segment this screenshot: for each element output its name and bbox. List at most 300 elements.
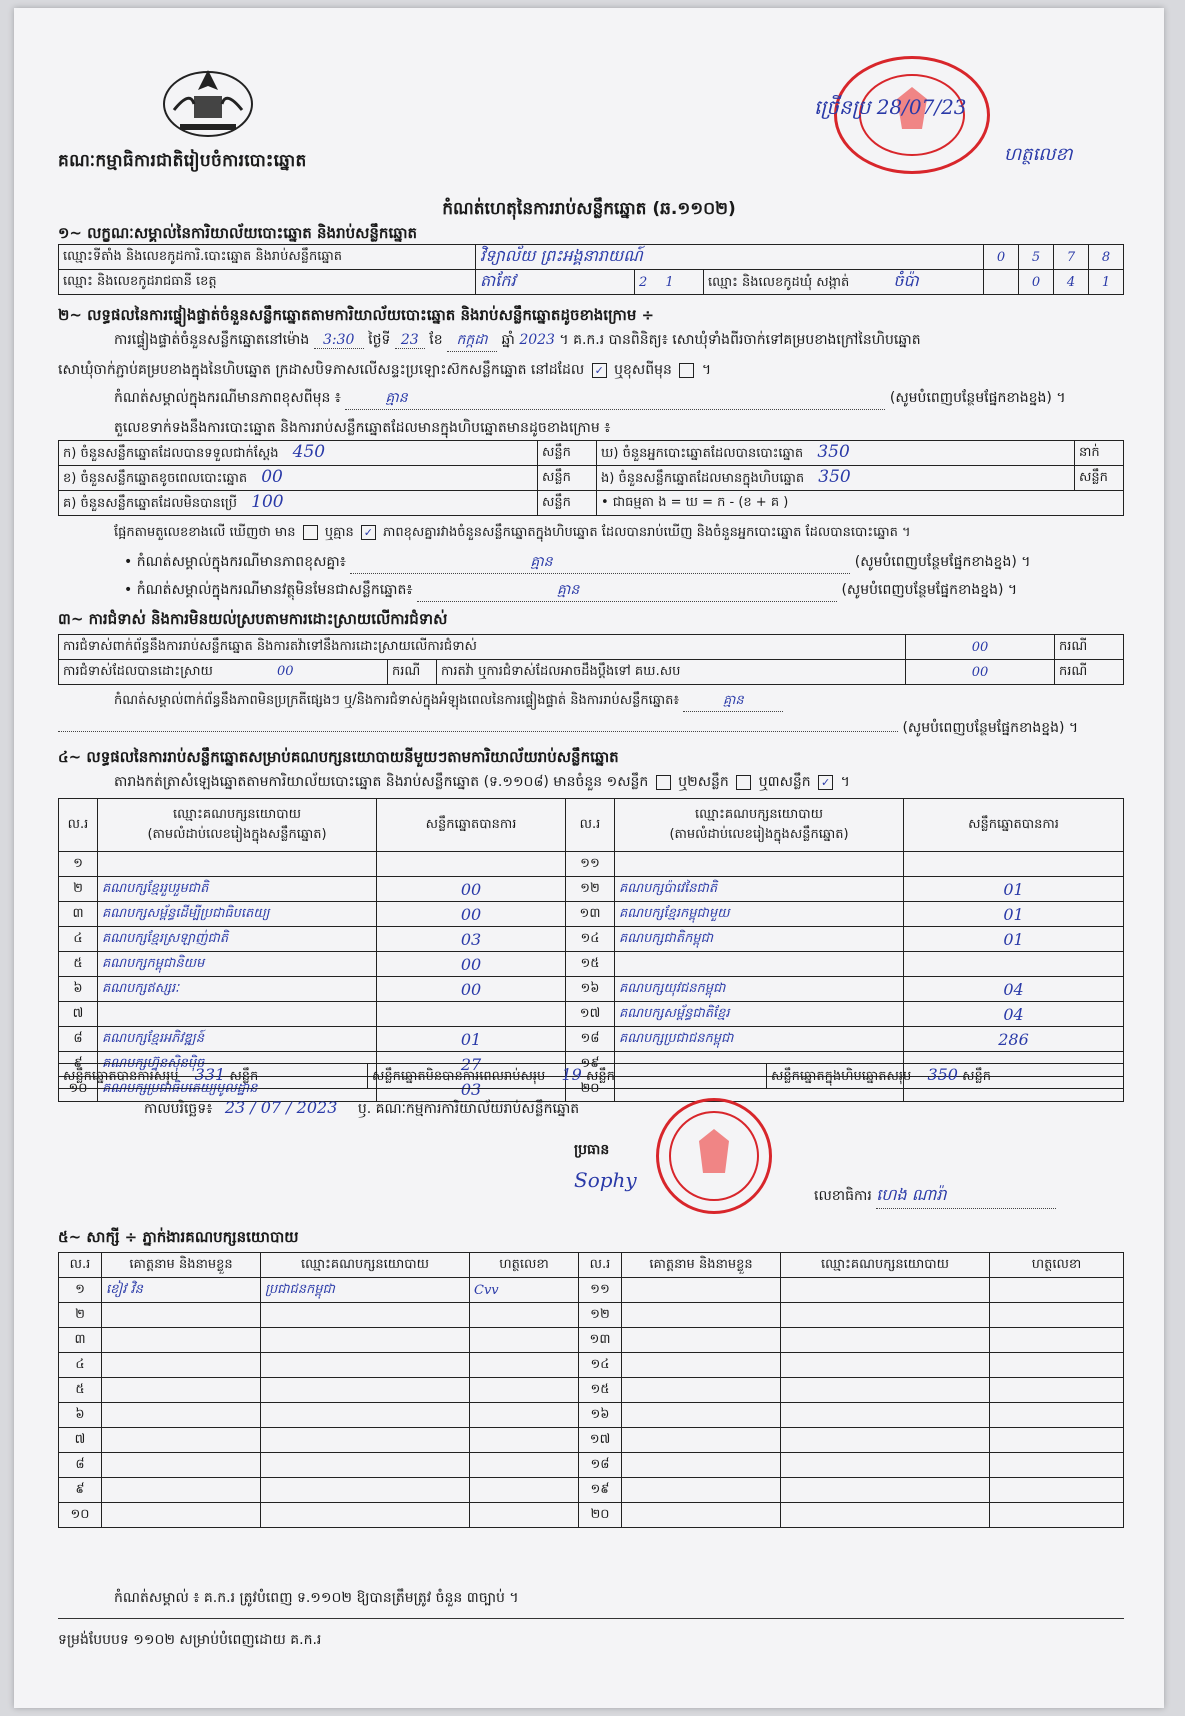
section3-heading: ៣~ ការជំទាស់ និងការមិនយល់ស្របតាមការដោះស្រាយលើការជំទាស់ [58,610,448,628]
objections-table [58,634,1124,685]
party-name: គណបក្សខ្មែរកម្ពុជាមួយ [615,902,904,927]
unit-label: សន្លឹក [538,441,597,466]
station-code-digit: 5 [1019,245,1054,270]
col-name: គោត្តនាម និងនាមខ្លួន [102,1253,261,1278]
station-code-digit: 0 [984,245,1019,270]
party-results-table [58,798,1124,1102]
row-no: ១ [59,1278,102,1303]
invalid-total-cell [368,1064,767,1089]
row-no: ១៨ [566,1027,615,1052]
verification-time: 3:30 [314,332,364,349]
box-ballots-value: 350 [818,467,851,487]
commune-label: ឈ្មោះ និងលេខកូដឃុំ សង្កាត់ [708,275,850,290]
no-discrepancy-label: ឬគ្មាន [324,525,354,540]
col-party [615,799,904,852]
witness-party [781,1378,990,1403]
row-no: ៨ [59,1453,102,1478]
party-votes: 01 [904,927,1124,952]
party-votes: 27 [377,1052,566,1077]
note1-suffix: (សូមបំពេញបន្ថែមផ្នែកខាងខ្នង) ។ [889,390,1066,406]
province-value: តាកែវ [476,270,635,295]
row-no: ១៦ [579,1403,622,1428]
col-no: ល.រ [59,799,98,852]
party-votes: 00 [377,902,566,927]
organization-name: គណៈកម្មាធិការជាតិរៀបចំការបោះឆ្នោត [58,151,307,171]
inbox-total-cell [767,1064,1124,1089]
commune-value: ចំប៉ា [893,271,919,290]
box-ballots-cell [597,466,1075,491]
witness-name [622,1278,781,1303]
witness-name [622,1328,781,1353]
witness-party [261,1378,470,1403]
witness-party [261,1453,470,1478]
party-votes: 00 [377,877,566,902]
irregularity-suffix: (សូមបំពេញបន្ថែមផ្នែកខាងខ្នង) ។ [902,720,1079,736]
three-sheets-checkbox[interactable]: ✓ [818,775,833,790]
unused-ballots-value: 100 [251,492,284,512]
witness-party: ប្រជាជនកម្ពុជា [261,1278,470,1303]
party-votes: 00 [377,977,566,1002]
witness-signature [990,1428,1124,1453]
witness-party [781,1428,990,1453]
col-votes: សន្លឹកឆ្នោតបានការ [377,799,566,852]
witness-signature [990,1378,1124,1403]
table-row [59,1453,1124,1478]
irregularity-note-label: កំណត់សម្គាល់ពាក់ព័ន្ធនឹងភាពមិនប្រក្រតីផ្សេងៗ ឬ/និងការជំទាស់ក្នុងអំឡុងពេលនៃការផ្ទៀងផ្ទាត់ និងការរាប់សន្លឹកឆ្នោត៖ [114,693,680,708]
party-votes: 03 [377,927,566,952]
unit-label: សន្លឹក [229,1069,259,1084]
footer-divider [58,1618,1124,1619]
witness-party [781,1503,990,1528]
unit-label: ករណី [388,660,437,685]
party-votes: 04 [904,1002,1124,1027]
witness-name [102,1328,261,1353]
party-name: គណបក្សខ្មែររួបរួមជាតិ [98,877,377,902]
witness-name [102,1378,261,1403]
valid-total-label: សន្លឹកឆ្នោតបានការសរុប [63,1069,179,1084]
row-no: ១ [59,852,98,877]
witness-name [102,1428,261,1453]
commune-code-digit: 4 [1054,270,1089,295]
witness-signature [470,1378,579,1403]
party-name: គណបក្សជាតិកម្ពុជា [615,927,904,952]
table-row [59,1378,1124,1403]
stamp-handwritten-note: ច្រើនប្រ 28/07/23 [814,95,967,119]
voters-value: 350 [817,442,850,462]
witness-name [622,1503,781,1528]
row-no: ៩ [59,1052,98,1077]
verification-year: 2023 [519,332,555,348]
party-name [615,952,904,977]
chair-label: ប្រធាន [574,1142,610,1158]
inbox-total-label: សន្លឹកឆ្នោតក្នុងហិបឆ្នោតសរុប [771,1069,912,1084]
table-row [59,877,1124,902]
party-votes: 01 [904,902,1124,927]
three-sheets-label: ឬ៣សន្លឹក [758,774,811,790]
party-votes: 03 [377,1077,566,1102]
verification-line-1 [114,330,921,352]
has-discrepancy-checkbox[interactable] [303,525,318,540]
station-code-digit: 7 [1054,245,1089,270]
irregularity-dots [58,731,898,732]
two-sheets-checkbox[interactable] [736,775,751,790]
row-no: ២០ [566,1077,615,1102]
valid-total-value: 331 [194,1065,226,1084]
col-party-sub: (តាមលំដាប់លេខរៀងក្នុងសន្លឹកឆ្នោត) [669,827,849,842]
witness-party [781,1328,990,1353]
row-no: ៩ [59,1478,102,1503]
col-no: ល.រ [59,1253,102,1278]
unit-label: ករណី [1055,660,1124,685]
discrepancy-line [114,524,911,543]
col-party-label: ឈ្មោះគណបក្សនយោបាយ [173,807,301,822]
col-sign: ហត្ថលេខា [990,1253,1124,1278]
appeal-value: 00 [906,660,1055,685]
witness-name [622,1378,781,1403]
results-totals [58,1063,1124,1089]
date-value: 23 / 07 / 2023 [224,1098,338,1117]
col-sign: ហត្ថលេខា [470,1253,579,1278]
unit-label: សន្លឹក [538,466,597,491]
party-name [615,852,904,877]
inbox-total-value: 350 [927,1065,958,1084]
witness-party [261,1353,470,1378]
party-name: គណបក្សខ្មែរស្រឡាញ់ជាតិ [98,927,377,952]
unit-label: សន្លឹក [538,491,597,516]
objections-label: ការជំទាស់ពាក់ព័ន្ធនឹងការរាប់សន្លឹកឆ្នោត និងការតវ៉ាទៅនឹងការដោះស្រាយលើការជំទាស់ [59,635,906,660]
irregularity-note-line [114,692,783,712]
witness-name [102,1478,261,1503]
row-no: ៣ [59,1328,102,1353]
row-no: ២ [59,1303,102,1328]
no-discrepancy-checkbox[interactable]: ✓ [361,525,376,540]
witness-signature [470,1503,579,1528]
spoiled-ballots-cell [59,466,538,491]
objections-value: 00 [906,635,1055,660]
row-no: ៤ [59,1353,102,1378]
unit-label: នាក់ [1075,441,1124,466]
section1-heading: ១~ លក្ខណៈសម្គាល់នៃការិយាល័យបោះឆ្នោត និងរាប់សន្លឹកឆ្នោត [58,224,418,242]
witness-signature [470,1303,579,1328]
note2-value: គ្មាន [530,554,553,570]
note1-dots [345,388,885,410]
col-no: ល.រ [579,1253,622,1278]
voters-label: ឃ) ចំនួនអ្នកបោះឆ្នោតដែលបានបោះឆ្នោត [601,446,804,461]
table-row [59,852,1124,877]
different-label: ឬខុសពីមុន [614,362,672,378]
note3-label: • កំណត់សម្គាល់ក្នុងករណីមានវត្ថុមិនមែនជាសន្លឹកឆ្នោត៖ [124,582,413,598]
witness-party [781,1478,990,1503]
table-row [59,1328,1124,1353]
row-no: ១០ [59,1503,102,1528]
verification-month: កក្កដា [447,330,497,352]
verification-day: 23 [395,332,425,349]
unit-label: សន្លឹក [962,1069,992,1084]
witness-name [622,1353,781,1378]
irregularity-note-line-2 [58,718,1078,739]
witness-name: ខៀវ វិន [102,1278,261,1303]
row-no: ៨ [59,1027,98,1052]
resolved-cell [59,660,388,685]
verification-line-1-tail: ។ គ.ក.រ បានពិនិត្យ៖ សោឃុំទាំងពីរចាក់ទៅគម្របខាងក្រៅនៃហិបឆ្នោត [559,332,921,348]
commune-code-digit: 0 [1019,270,1054,295]
party-name: គណបក្សសម្ព័ន្ធដើម្បីប្រជាធិបតេយ្យ [98,902,377,927]
row-no: ៧ [59,1428,102,1453]
unit-label: សន្លឹក [585,1069,615,1084]
resolved-label: ការជំទាស់ដែលបានដោះស្រាយ [63,663,213,679]
col-party [98,799,377,852]
province-code [635,270,704,295]
row-no: ១៧ [566,1002,615,1027]
party-name: គណបក្សប្រជាធិបតេយ្យមូលដ្ឋាន [98,1077,377,1102]
note2-line [124,552,1030,574]
party-name: គណបក្សប៉ាវេនៃជាតិ [615,877,904,902]
table-row [59,1303,1124,1328]
table-row [59,1428,1124,1453]
col-party: ឈ្មោះគណបក្សនយោបាយ [261,1253,470,1278]
note3-value: គ្មាន [557,582,580,598]
party-name: គណបក្សប្រជាជនកម្ពុជា [615,1027,904,1052]
witness-name [102,1503,261,1528]
discrepancy-pre: ផ្អែកតាមតួលេខខាងលើ ឃើញថា មាន [114,525,296,540]
nec-emblem-icon [160,60,256,140]
row-no: ១៣ [566,902,615,927]
row-no: ៦ [59,1403,102,1428]
note3-suffix: (សូមបំពេញបន្ថែមផ្នែកខាងខ្នង) ។ [841,582,1018,598]
committee-label: ឫ. គណៈកម្មការការិយាល័យរាប់សន្លឹកឆ្នោត [357,1101,580,1117]
verification-time-label: ការផ្ទៀងផ្ទាត់ចំនួនសន្លឹកឆ្នោតនៅម៉ោង [114,332,310,348]
party-votes [377,1002,566,1027]
witness-signature [470,1328,579,1353]
secretary-line [814,1184,1056,1209]
table-row [59,902,1124,927]
col-votes: សន្លឹកឆ្នោតបានការ [904,799,1124,852]
tally-sheet-count-label: តារាងកត់ត្រាសំឡេងឆ្នោតតាមការិយាល័យបោះឆ្នោត និងរាប់សន្លឹកឆ្នោត (ទ.១១០៨) មានចំនួន ១សន្លឹក [114,774,649,790]
table-row [59,927,1124,952]
note1-line [114,388,1066,410]
different-checkbox[interactable] [679,363,694,378]
witness-name [102,1403,261,1428]
table-row [59,952,1124,977]
row-no: ១៩ [566,1052,615,1077]
party-name: គណបក្សសម្ព័ន្ធជាតិខ្មែរ [615,1002,904,1027]
province-label: ឈ្មោះ និងលេខកូដរាជធានី ខេត្ត [59,270,476,295]
row-no: ៥ [59,1378,102,1403]
table-row [59,1353,1124,1378]
witness-signature [470,1478,579,1503]
station-code-digit: 8 [1089,245,1124,270]
note2-suffix: (សូមបំពេញបន្ថែមផ្នែកខាងខ្នង) ។ [854,554,1031,570]
resolved-value: 00 [277,663,294,679]
party-name [98,1002,377,1027]
figures-intro: តួលេខទាក់ទងនឹងការបោះឆ្នោត និងការរាប់សន្លឹកឆ្នោតដែលមានក្នុងហិបឆ្នោតមានដូចខាងក្រោម ៖ [114,420,611,436]
commune-code-blank [984,270,1019,295]
spoiled-ballots-value: 00 [261,467,283,487]
witness-party [261,1328,470,1353]
section2-heading: ២~ លទ្ធផលនៃការផ្ទៀងផ្ទាត់ចំនួនសន្លឹកឆ្នោតតាមការិយាល័យបោះឆ្នោត និងរាប់សន្លឹកឆ្នោតដូចខាងក្រោម ÷ [58,306,655,324]
province-code-digit: 2 [639,274,648,290]
witness-name [102,1303,261,1328]
party-votes: 04 [904,977,1124,1002]
party-name: គណបក្សខ្មែរអភិវឌ្ឍន៍ [98,1027,377,1052]
row-no: ១៥ [566,952,615,977]
box-ballots-label: ង) ចំនួនសន្លឹកឆ្នោតដែលមានក្នុងហិបឆ្នោត [601,471,805,486]
day-label: ថ្ងៃទី [368,332,391,348]
witness-party [781,1453,990,1478]
invalid-total-label: សន្លឹកឆ្នោតមិនបានការពេលរាប់សរុប [372,1069,546,1084]
party-name: គណបក្សកម្ពុជានិយម [98,952,377,977]
row-no: ២០ [579,1503,622,1528]
col-no: ល.រ [566,799,615,852]
row-no: ១៣ [579,1328,622,1353]
witness-name [622,1428,781,1453]
row-no: ១៤ [579,1353,622,1378]
date-label: កាលបរិច្ឆេទ៖ [144,1101,213,1117]
row-no: ១១ [566,852,615,877]
two-sheets-label: ឬ២សន្លឹក [678,774,729,790]
row-no: ១៥ [579,1378,622,1403]
year-label: ឆ្នាំ [501,332,515,348]
secretary-label: លេខាធិការ [814,1188,872,1204]
witness-signature [990,1478,1124,1503]
row-no: ៦ [59,977,98,1002]
seal-status-text: សោឃុំចាក់ភ្ជាប់គម្របខាងក្នុងនៃហិបឆ្នោត ក្រដាសបិទភាសលើសន្ទះប្រឡោះស៊កសន្លឹកឆ្នោត នៅដដែល [58,362,585,378]
row-no: ៥ [59,952,98,977]
received-ballots-cell [59,441,538,466]
table-row [59,1478,1124,1503]
date-line [144,1098,579,1120]
party-votes [377,852,566,877]
unit-label: សន្លឹក [1075,466,1124,491]
station-info-table [58,244,1124,295]
note3-line [124,580,1017,602]
party-votes [904,852,1124,877]
valid-total-cell [59,1064,368,1089]
witness-name [102,1353,261,1378]
party-name: គណបក្សហ្វ៊ុនស៊ិនប៉ិច [98,1052,377,1077]
row-no: ១២ [566,877,615,902]
witness-party [781,1403,990,1428]
row-no: ៤ [59,927,98,952]
row-no: ២ [59,877,98,902]
secretary-signature: ហេង ណារ៉ា [876,1184,1056,1209]
irregularity-note-value: គ្មាន [683,692,783,712]
commune-cell [704,270,984,295]
party-votes: 286 [904,1027,1124,1052]
witness-name [622,1303,781,1328]
unit-label: ករណី [1055,635,1124,660]
row-no: ១៧ [579,1428,622,1453]
station-name-label: ឈ្មោះទីតាំង និងលេខកូដការិ.បោះឆ្នោត និងរាប់សន្លឹកឆ្នោត [59,245,476,270]
note1-value: គ្មាន [385,390,408,406]
col-party: ឈ្មោះគណបក្សនយោបាយ [781,1253,990,1278]
witness-party [261,1503,470,1528]
witness-name [622,1403,781,1428]
discrepancy-post: ភាពខុសគ្នារវាងចំនួនសន្លឹកឆ្នោតក្នុងហិបឆ្នោត ដែលបានរាប់ឃើញ និងចំនួនអ្នកបោះឆ្នោត ដែលបានបោះឆ្នោត ។ [383,525,911,540]
row-no: ១២ [579,1303,622,1328]
witness-signature [990,1353,1124,1378]
row-no: ១៩ [579,1478,622,1503]
witness-signature [990,1278,1124,1303]
received-ballots-value: 450 [292,442,326,462]
witness-signature: Cvv [470,1278,579,1303]
row-no: ៣ [59,902,98,927]
note1-label: កំណត់សម្គាល់ក្នុងករណីមានភាពខុសពីមុន ៖ [114,390,341,406]
col-party-sub: (តាមលំដាប់លេខរៀងក្នុងសន្លឹកឆ្នោត) [147,827,327,842]
party-name: គណបក្សយុវជនកម្ពុជា [615,977,904,1002]
row-no: ១១ [579,1278,622,1303]
witness-name [102,1453,261,1478]
tally-sheet-line: តារាងកត់ត្រាសំឡេងឆ្នោតតាមការិយាល័យបោះឆ្នោត និងរាប់សន្លឹកឆ្នោត (ទ.១១០៨) មានចំនួន ១សន្លឹក ឬ២សន្លឹក ឬ៣សន្លឹក ✓ ។ [114,774,850,790]
table-row [59,1002,1124,1027]
witness-party [261,1428,470,1453]
party-name: គណបក្សឥស្សរៈ [98,977,377,1002]
party-votes [904,952,1124,977]
voters-cell [597,441,1075,466]
witness-signature [470,1403,579,1428]
appeal-label: ការតវ៉ា ឬការជំទាស់ដែលអាចដឹងប្តឹងទៅ គឃ.សប [437,660,906,685]
witness-party [781,1303,990,1328]
witness-party [781,1353,990,1378]
document-page [14,8,1164,1708]
witness-signature [990,1453,1124,1478]
document-title: កំណត់ហេតុនៃការរាប់សន្លឹកឆ្នោត (ឆ.១១០២) [442,199,736,219]
witness-table [58,1252,1124,1528]
unused-ballots-label: គ) ចំនួនសន្លឹកឆ្នោតដែលមិនបានប្រើ [63,496,237,511]
witness-party [261,1478,470,1503]
table-row [59,1503,1124,1528]
witness-signature [470,1428,579,1453]
received-ballots-label: ក) ចំនួនសន្លឹកឆ្នោតដែលបានទទួលជាក់ស្តែង [63,446,279,461]
table-row [59,1027,1124,1052]
party-votes: 01 [904,877,1124,902]
witness-signature [990,1403,1124,1428]
province-code-digit: 1 [665,274,674,290]
witness-name [622,1453,781,1478]
station-name-value: វិទ្យាល័យ ព្រះអង្គនារាយណ៍ [476,245,984,270]
party-votes: 01 [377,1027,566,1052]
invalid-total-value: 19 [561,1065,582,1084]
unused-ballots-cell [59,491,538,516]
row-no: ១៤ [566,927,615,952]
table-row [59,1403,1124,1428]
section5-heading: ៥~ សាក្សី ÷ ភ្នាក់ងារគណបក្សនយោបាយ [58,1228,299,1246]
witness-party [781,1278,990,1303]
witness-signature [990,1503,1124,1528]
party-name [98,852,377,877]
party-votes: 00 [377,952,566,977]
chair-signature: Sophy [574,1168,637,1192]
row-no: ៧ [59,1002,98,1027]
table-row [59,1278,1124,1303]
table-row [59,977,1124,1002]
spoiled-ballots-label: ខ) ចំនួនសន្លឹកឆ្នោតខូចពេលបោះឆ្នោត [63,471,248,486]
note2-dots [350,552,850,574]
witness-signature [990,1303,1124,1328]
note3-dots [417,580,837,602]
note2-label: • កំណត់សម្គាល់ក្នុងករណីមានភាពខុសគ្នា៖ [124,554,346,570]
row-no: ១៨ [579,1453,622,1478]
footer-form-label: ទម្រង់បែបបទ ១១០២ សម្រាប់បំពេញដោយ គ.ក.រ [58,1632,322,1648]
month-label: ខែ [429,332,443,348]
verification-line-2: សោឃុំចាក់ភ្ជាប់គម្របខាងក្នុងនៃហិបឆ្នោត ក្រដាសបិទភាសលើសន្ទះប្រឡោះស៊កសន្លឹកឆ្នោត នៅដដែល ✓ ឬខុសពីមុន ។ [58,362,712,378]
row-no: ១៦ [566,977,615,1002]
row-no: ១០ [59,1077,98,1102]
one-sheet-checkbox[interactable] [656,775,671,790]
same-checkbox[interactable]: ✓ [592,363,607,378]
witness-signature [990,1328,1124,1353]
witness-signature [470,1353,579,1378]
